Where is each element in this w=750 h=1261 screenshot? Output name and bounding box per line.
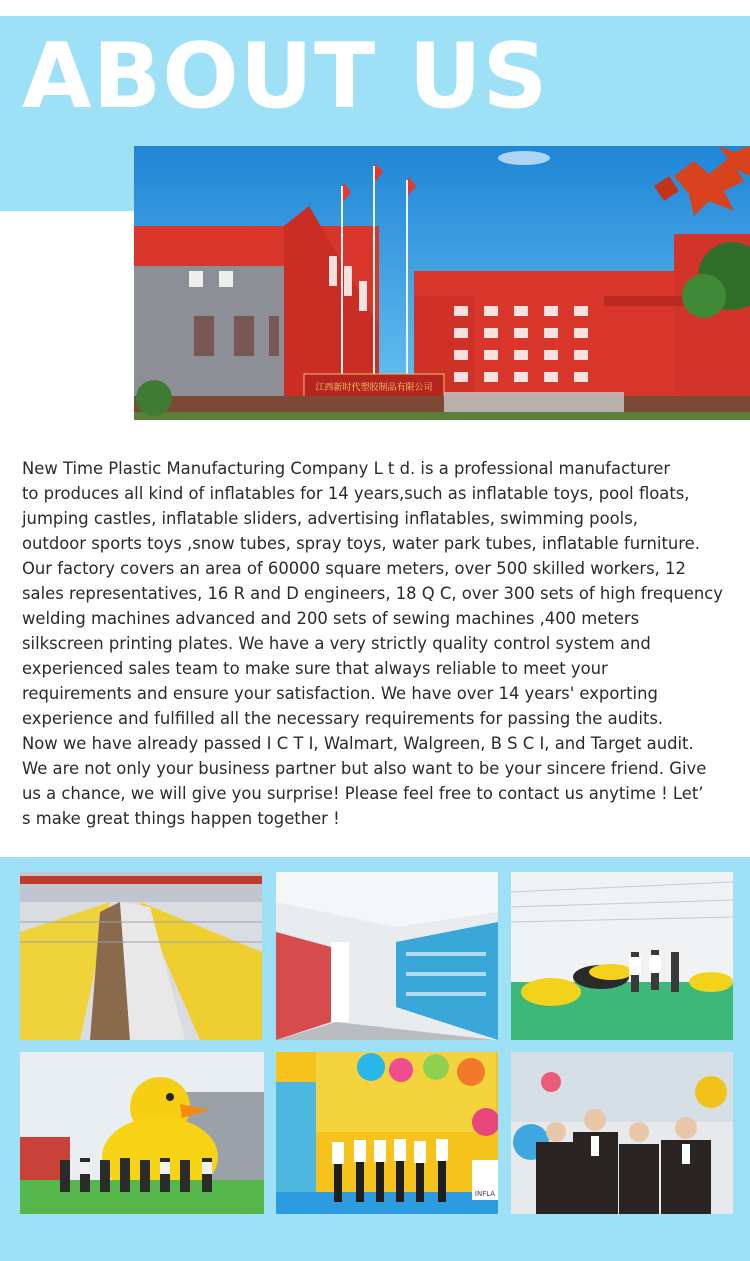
company-description: New Time Plastic Manufacturing Company L t d. is a professional manufacturer to produces all kind of inflatables for 14 years,such as inflatable toys, pool floats, jumping castles, inflatable sliders, advertising inflatables, swimming pools, outdoor sports toys ,snow tubes, spray toys, water park tubes, inflatable furniture. Our factory covers an area of 60000 square meters, over 500 skilled workers, 12 sales representatives, 16 R and D engineers, 18 Q C, over 300 sets of high frequency welding machines advanced and 200 sets of sewing machines ,400 meters silkscreen printing plates. We have a very strictly quality control system and experienced sales team to make sure that always reliable to meet your requirements and ensure your satisfaction. We have over 14 years' exporting experience and fulfilled all the necessary requirements for passing the audits. Now we have already passed I C T I, Walmart, Walgreen, B S C I, and Target audit. We are not only your business partner but also want to be your sincere friend. Give us a chance, we will give you surprise! Please feel free to contact us anytime ! Let’ s make great things happen together ! [22, 459, 723, 828]
gallery-photo-business-partners [511, 1052, 733, 1214]
gallery-photo-production-line [20, 872, 262, 1040]
gallery-photo-warehouse [276, 872, 498, 1040]
factory-building-photo [134, 146, 750, 420]
factory-sign-chinese: 江西新时代塑胶制品有限公司 [315, 383, 433, 393]
gallery-photo-showroom-team [276, 1052, 498, 1214]
gallery-photo-giant-duck [20, 1052, 264, 1214]
gallery-photo-workshop [511, 872, 733, 1040]
showroom-sign-text: INFLA [474, 1190, 496, 1198]
page-title: ABOUT US [22, 24, 549, 129]
